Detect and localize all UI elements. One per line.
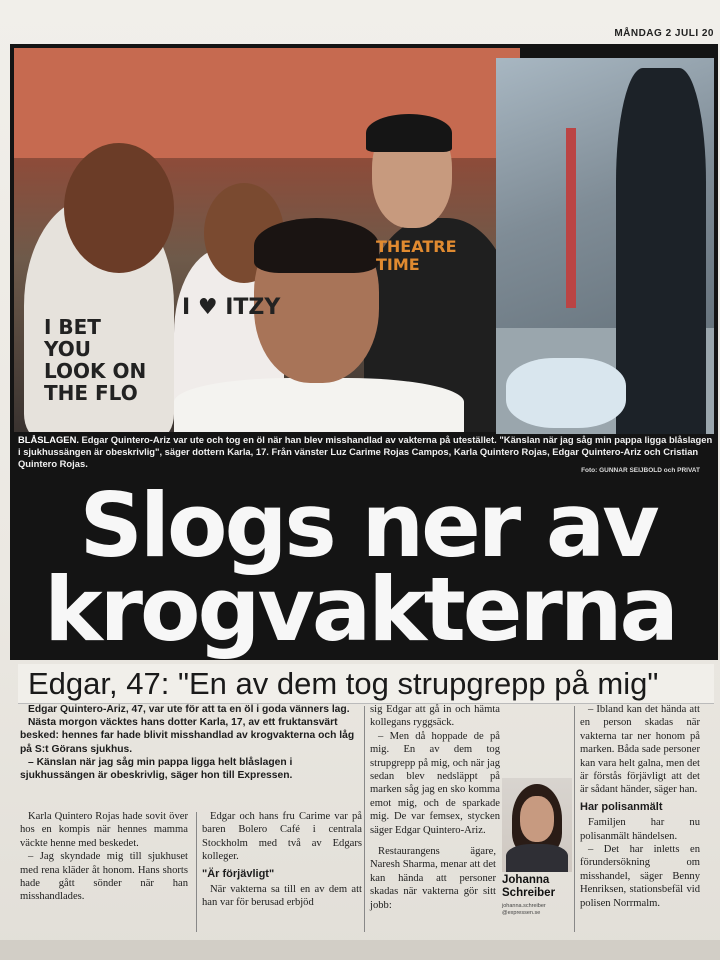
subheadline: Edgar, 47: "En av dem tog strupgrepp på mig" [28,666,659,701]
figure-father-hair [254,218,379,273]
article-column-4 [580,703,700,910]
headline-line-1: Slogs ner av [79,474,657,577]
shirt-print-mother: I BET YOU LOOK ON THE FLO [44,315,147,405]
intro-paragraph-3: – Känslan när jag såg min pappa ligga helt blåslagen i sjukhussängen är obeskrivlig, säger hon till Expressen. [20,756,293,782]
column-3-paragraph: sig Edgar att gå in och hämta kollegans ryggsäck. [370,704,500,729]
reporter-email: johanna.schreiber @expressen.se [502,903,546,916]
column-1-paragraph: Karla Quintero Rojas hade sovit över hos en kompis när hennes mamma väckte henne med beskedet. [20,811,188,849]
column-2-paragraph: Edgar och hans fru Carime var på baren Bolero Café i centrala Stockholm med två av Edgars kolleger. [202,811,362,863]
article-column-3-lower [370,845,496,912]
dateline: MÅNDAG 2 JULI 20 [614,28,714,39]
figure-mother-head [64,143,174,273]
figure-son-cap [366,114,452,152]
headline-line-2: krogvakterna [44,558,676,661]
portrait-face [520,796,554,842]
inset-bandaged-arm [506,358,626,428]
reporter-name: Johanna Schreiber [502,874,556,899]
caption-text: Edgar Quintero-Ariz var ute och tog en öl när han blev misshandlad av vakterna på utestället. "Känslan när jag såg min pappa ligga blåslagen i sjukhussängen är obeskrivlig", säger dottern Karla, 17. Från vänster Luz Carime Rojas Campos, Karla Quintero Rojas, Edgar Quintero-Ariz och Cristian Quintero Rojas. [18,434,713,469]
article-column-2 [202,810,362,910]
page-bottom-edge [0,940,720,960]
shirt-print-son: THEATRE TIME [376,237,457,274]
inset-red-pole [566,128,576,308]
shirt-print-daughter: I ♥ ITZY [182,295,281,320]
column-divider [364,706,365,932]
hospital-inset-photo [496,58,714,434]
intro-paragraph-2: Nästa morgon väcktes hans dotter Karla, 17, av ett fruktansvärt besked: hennes far hade blivit misshandlad av krogvakterna och låg på S:t Görans sjukhus. [20,717,355,755]
photo-credit: Foto: GUNNAR SEIJBOLD och PRIVAT [581,467,700,474]
article-column-1 [20,810,188,904]
inset-police-officer [616,68,706,434]
column-4-paragraph: – Det har inletts en förundersökning om misshandel, säger Benny Henriksen, stationsbefäl vid polisen Norrmalm. [580,844,700,909]
column-1-paragraph: – Jag skyndade mig till sjukhuset med rena kläder åt honom. Hans shorts hade gått sönder när han misshandlades. [20,851,188,903]
caption-lead: BLÅSLAGEN. [18,434,79,445]
column-4-paragraph: Familjen har nu polisanmält händelsen. [580,817,700,842]
column-2-subhead: "Är förjävligt" [202,867,275,880]
article-intro [20,703,360,782]
column-2-paragraph: När vakterna sa till en av dem att han var för berusad erbjöd [202,884,362,909]
portrait-body [506,844,568,872]
column-4-subhead: Har polisanmält [580,800,663,813]
main-family-photo [14,48,520,432]
article-column-3 [370,703,500,837]
column-divider [574,706,575,932]
reporter-portrait [502,778,572,872]
figure-father-body [174,378,464,432]
column-3-paragraph: – Men då hoppade de på mig. En av dem tog strupgrepp på mig, och när jag sedan blev nedsläppt på marken såg jag en sko komma emot mig, och de sparkade mig. De var femsex, stycken säger Edgar Quintero-Ariz. [370,730,500,836]
column-3-paragraph: Restaurangens ägare, Naresh Sharma, menar att det kan hända att personer skadas när vakterna gör sitt jobb: [370,846,496,911]
intro-paragraph-1: Edgar Quintero-Ariz, 47, var ute för att ta en öl i goda vänners lag. [28,704,350,715]
column-divider [196,812,197,932]
column-4-paragraph: – Ibland kan det hända att en person skadas när vakterna tar ner honom på marken. Båda sade personer kan vara helt galna, men det är förstås förjävligt att det är sådant händer, säger han. [580,704,700,796]
